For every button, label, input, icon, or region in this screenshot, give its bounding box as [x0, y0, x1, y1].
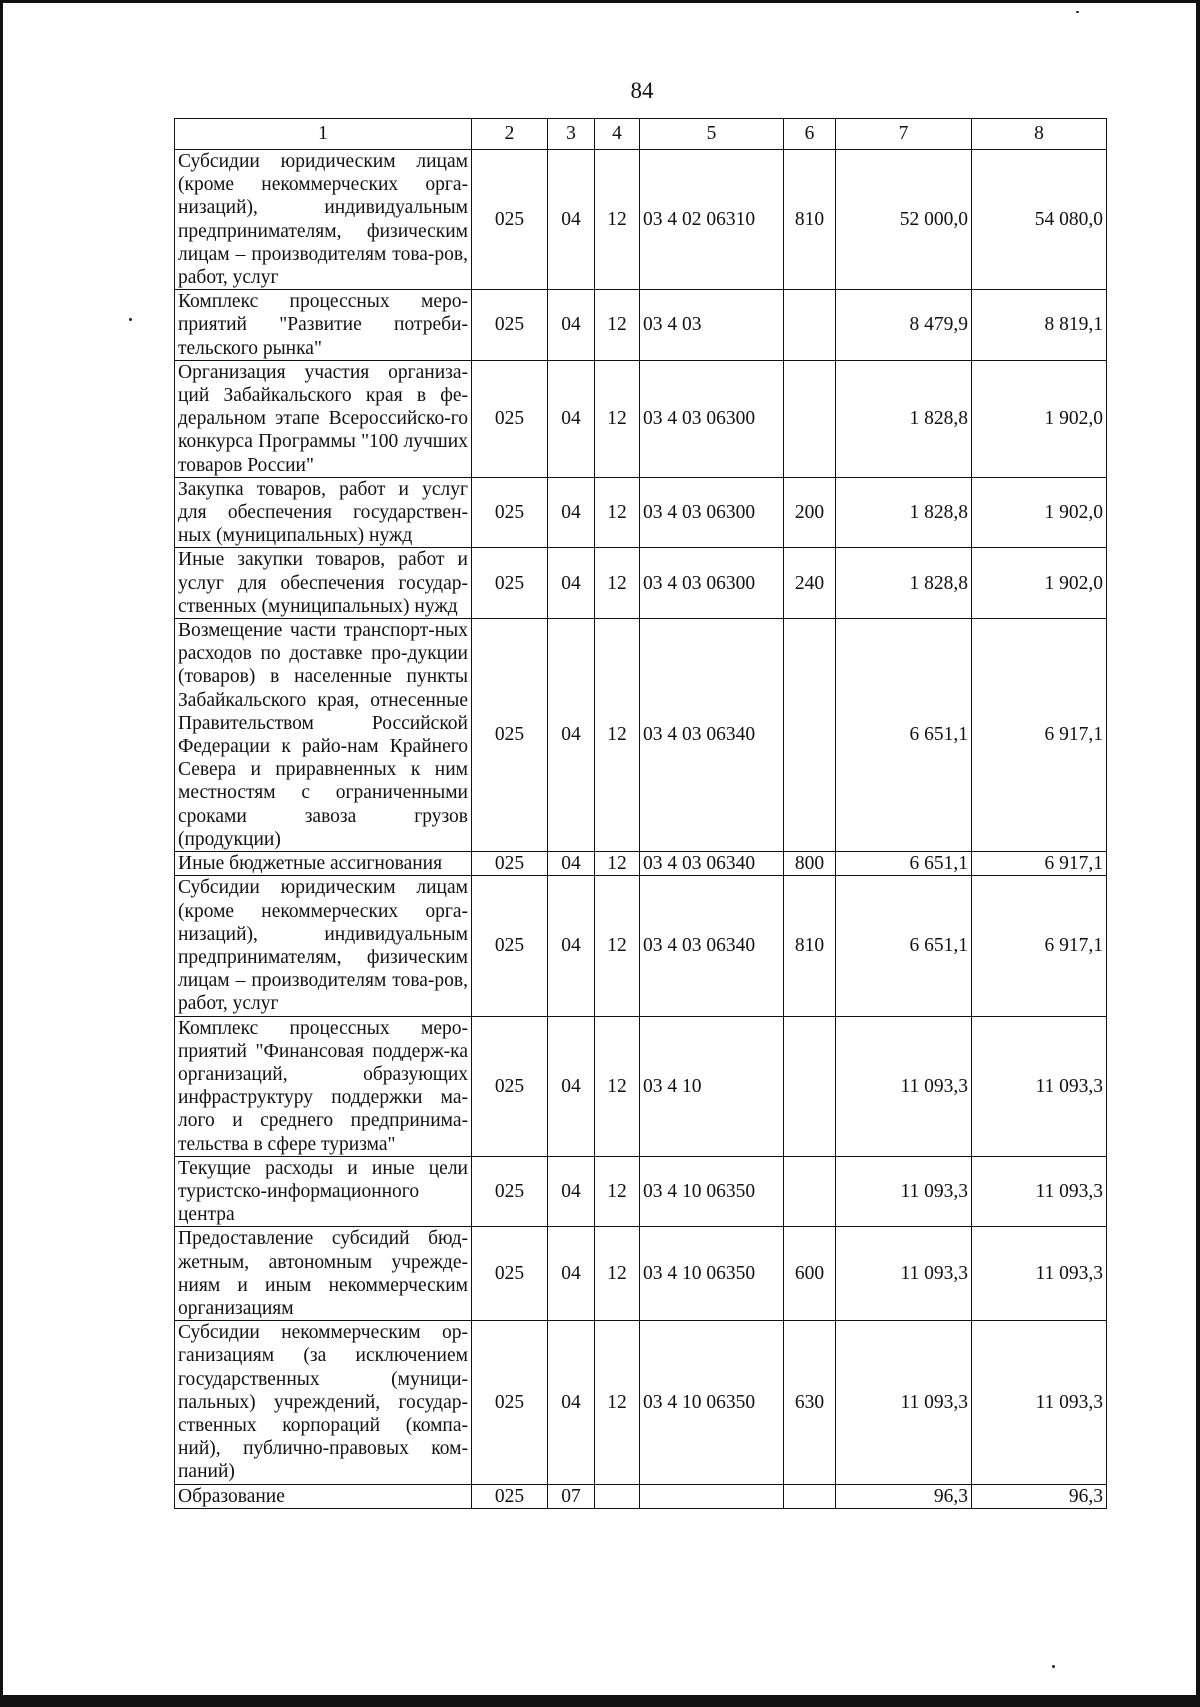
cell-admin-code: 025	[472, 360, 548, 477]
cell-expense-type	[784, 619, 836, 852]
cell-section: 04	[548, 1227, 595, 1321]
cell-subsection: 12	[595, 619, 640, 852]
cell-expense-type: 630	[784, 1321, 836, 1484]
table-row	[175, 150, 1107, 290]
cell-subsection: 12	[595, 290, 640, 361]
column-header: 2	[472, 119, 548, 150]
cell-admin-code: 025	[472, 852, 548, 876]
table-row	[175, 360, 1107, 477]
cell-admin-code: 025	[472, 1484, 548, 1508]
cell-amount-col8: 11 093,3	[972, 1156, 1107, 1227]
cell-subsection: 12	[595, 548, 640, 619]
table-row	[175, 619, 1107, 852]
cell-amount-col7: 1 828,8	[836, 548, 972, 619]
row-name: Субсидии некоммерческим ор-ганизациям (за исключением государственных (муници-пальных) учреждений, государ-ственных корпораций (компа-ний), публично-правовых ком-паний)	[175, 1321, 472, 1484]
cell-amount-col7: 11 093,3	[836, 1321, 972, 1484]
cell-section: 04	[548, 1156, 595, 1227]
scan-speck	[129, 318, 132, 321]
cell-target-article: 03 4 03 06300	[640, 548, 784, 619]
cell-amount-col8: 6 917,1	[972, 619, 1107, 852]
cell-amount-col8: 1 902,0	[972, 360, 1107, 477]
cell-target-article: 03 4 02 06310	[640, 150, 784, 290]
cell-admin-code: 025	[472, 1156, 548, 1227]
column-header: 4	[595, 119, 640, 150]
scan-border-left	[0, 0, 3, 1707]
scan-speck	[1076, 11, 1079, 13]
table-row	[175, 548, 1107, 619]
cell-subsection: 12	[595, 150, 640, 290]
column-header: 1	[175, 119, 472, 150]
cell-section: 04	[548, 360, 595, 477]
cell-amount-col8: 11 093,3	[972, 1321, 1107, 1484]
cell-admin-code: 025	[472, 548, 548, 619]
cell-section: 04	[548, 477, 595, 548]
row-name: Комплекс процессных меро-приятий "Развитие потреби-тельского рынка"	[175, 290, 472, 361]
cell-subsection: 12	[595, 1321, 640, 1484]
column-header: 8	[972, 119, 1107, 150]
table-row	[175, 477, 1107, 548]
row-name: Возмещение части транспорт-ных расходов по доставке про-дукции (товаров) в населенные пункты Забайкальского края, отнесенные Правительством Российской Федерации к райо-нам Крайнего Севера и приравненных к ним местностям с ограниченными сроками завоза грузов (продукции)	[175, 619, 472, 852]
row-name: Субсидии юридическим лицам (кроме некоммерческих орга-низаций), индивидуальным предпринимателям, физическим лицам – производителям това-ров, работ, услуг	[175, 876, 472, 1016]
row-name: Иные закупки товаров, работ и услуг для обеспечения государ-ственных (муниципальных) нужд	[175, 548, 472, 619]
scan-border-top	[0, 0, 1200, 3]
cell-admin-code: 025	[472, 477, 548, 548]
cell-amount-col7: 1 828,8	[836, 360, 972, 477]
cell-expense-type: 200	[784, 477, 836, 548]
cell-subsection: 12	[595, 852, 640, 876]
cell-amount-col8: 96,3	[972, 1484, 1107, 1508]
cell-section: 04	[548, 1016, 595, 1156]
cell-amount-col7: 6 651,1	[836, 619, 972, 852]
cell-amount-col8: 6 917,1	[972, 876, 1107, 1016]
scan-border-right	[1196, 0, 1200, 1707]
cell-subsection	[595, 1484, 640, 1508]
cell-target-article: 03 4 03 06300	[640, 360, 784, 477]
cell-admin-code: 025	[472, 1321, 548, 1484]
cell-amount-col8: 11 093,3	[972, 1016, 1107, 1156]
row-name: Текущие расходы и иные цели туристско-информационного центра	[175, 1156, 472, 1227]
cell-amount-col7: 11 093,3	[836, 1156, 972, 1227]
cell-target-article	[640, 1484, 784, 1508]
budget-table	[174, 118, 1107, 1509]
cell-amount-col8: 54 080,0	[972, 150, 1107, 290]
cell-amount-col7: 11 093,3	[836, 1016, 972, 1156]
cell-admin-code: 025	[472, 150, 548, 290]
column-header: 3	[548, 119, 595, 150]
cell-amount-col7: 11 093,3	[836, 1227, 972, 1321]
cell-amount-col8: 1 902,0	[972, 477, 1107, 548]
cell-expense-type	[784, 1016, 836, 1156]
cell-expense-type: 600	[784, 1227, 836, 1321]
cell-amount-col8: 8 819,1	[972, 290, 1107, 361]
cell-section: 04	[548, 548, 595, 619]
column-header: 5	[640, 119, 784, 150]
cell-target-article: 03 4 10	[640, 1016, 784, 1156]
cell-section: 04	[548, 290, 595, 361]
cell-section: 04	[548, 876, 595, 1016]
cell-subsection: 12	[595, 876, 640, 1016]
table-row	[175, 852, 1107, 876]
table-row	[175, 290, 1107, 361]
cell-admin-code: 025	[472, 619, 548, 852]
cell-expense-type: 810	[784, 876, 836, 1016]
cell-admin-code: 025	[472, 876, 548, 1016]
cell-subsection: 12	[595, 1156, 640, 1227]
row-name: Иные бюджетные ассигнования	[175, 852, 472, 876]
header-row	[175, 119, 1107, 150]
column-header: 7	[836, 119, 972, 150]
table-row	[175, 1227, 1107, 1321]
cell-expense-type: 800	[784, 852, 836, 876]
table-row	[175, 1484, 1107, 1508]
row-name: Субсидии юридическим лицам (кроме некоммерческих орга-низаций), индивидуальным предпринимателям, физическим лицам – производителям това-ров, работ, услуг	[175, 150, 472, 290]
cell-section: 07	[548, 1484, 595, 1508]
cell-target-article: 03 4 03 06300	[640, 477, 784, 548]
row-name: Образование	[175, 1484, 472, 1508]
scan-speck	[1052, 1665, 1055, 1668]
table-row	[175, 876, 1107, 1016]
row-name: Закупка товаров, работ и услуг для обеспечения государствен-ных (муниципальных) нужд	[175, 477, 472, 548]
cell-target-article: 03 4 10 06350	[640, 1156, 784, 1227]
cell-subsection: 12	[595, 477, 640, 548]
cell-admin-code: 025	[472, 1016, 548, 1156]
page-number: 84	[630, 78, 654, 103]
cell-target-article: 03 4 03 06340	[640, 852, 784, 876]
cell-subsection: 12	[595, 1227, 640, 1321]
column-header: 6	[784, 119, 836, 150]
scan-border-bottom	[0, 1695, 1200, 1707]
cell-section: 04	[548, 150, 595, 290]
cell-amount-col8: 1 902,0	[972, 548, 1107, 619]
cell-target-article: 03 4 10 06350	[640, 1227, 784, 1321]
cell-section: 04	[548, 619, 595, 852]
cell-target-article: 03 4 03 06340	[640, 876, 784, 1016]
cell-amount-col7: 52 000,0	[836, 150, 972, 290]
table-row	[175, 1321, 1107, 1484]
cell-expense-type	[784, 1484, 836, 1508]
cell-expense-type	[784, 290, 836, 361]
table-row	[175, 1016, 1107, 1156]
cell-amount-col7: 1 828,8	[836, 477, 972, 548]
cell-expense-type: 240	[784, 548, 836, 619]
cell-section: 04	[548, 1321, 595, 1484]
cell-amount-col7: 6 651,1	[836, 852, 972, 876]
cell-target-article: 03 4 03	[640, 290, 784, 361]
cell-amount-col8: 11 093,3	[972, 1227, 1107, 1321]
cell-amount-col7: 96,3	[836, 1484, 972, 1508]
cell-subsection: 12	[595, 360, 640, 477]
cell-expense-type: 810	[784, 150, 836, 290]
cell-amount-col8: 6 917,1	[972, 852, 1107, 876]
cell-subsection: 12	[595, 1016, 640, 1156]
cell-expense-type	[784, 360, 836, 477]
cell-target-article: 03 4 03 06340	[640, 619, 784, 852]
table-row	[175, 1156, 1107, 1227]
cell-admin-code: 025	[472, 1227, 548, 1321]
cell-amount-col7: 6 651,1	[836, 876, 972, 1016]
row-name: Организация участия организа-ций Забайкальского края в фе-деральном этапе Всероссийско-го конкурса Программы "100 лучших товаров России"	[175, 360, 472, 477]
row-name: Предоставление субсидий бюд-жетным, автономным учрежде-ниям и иным некоммерческим организациям	[175, 1227, 472, 1321]
cell-section: 04	[548, 852, 595, 876]
row-name: Комплекс процессных меро-приятий "Финансовая поддерж-ка организаций, образующих инфраструктуру поддержки ма-лого и среднего предпринима-тельства в сфере туризма"	[175, 1016, 472, 1156]
cell-expense-type	[784, 1156, 836, 1227]
cell-amount-col7: 8 479,9	[836, 290, 972, 361]
cell-target-article: 03 4 10 06350	[640, 1321, 784, 1484]
cell-admin-code: 025	[472, 290, 548, 361]
